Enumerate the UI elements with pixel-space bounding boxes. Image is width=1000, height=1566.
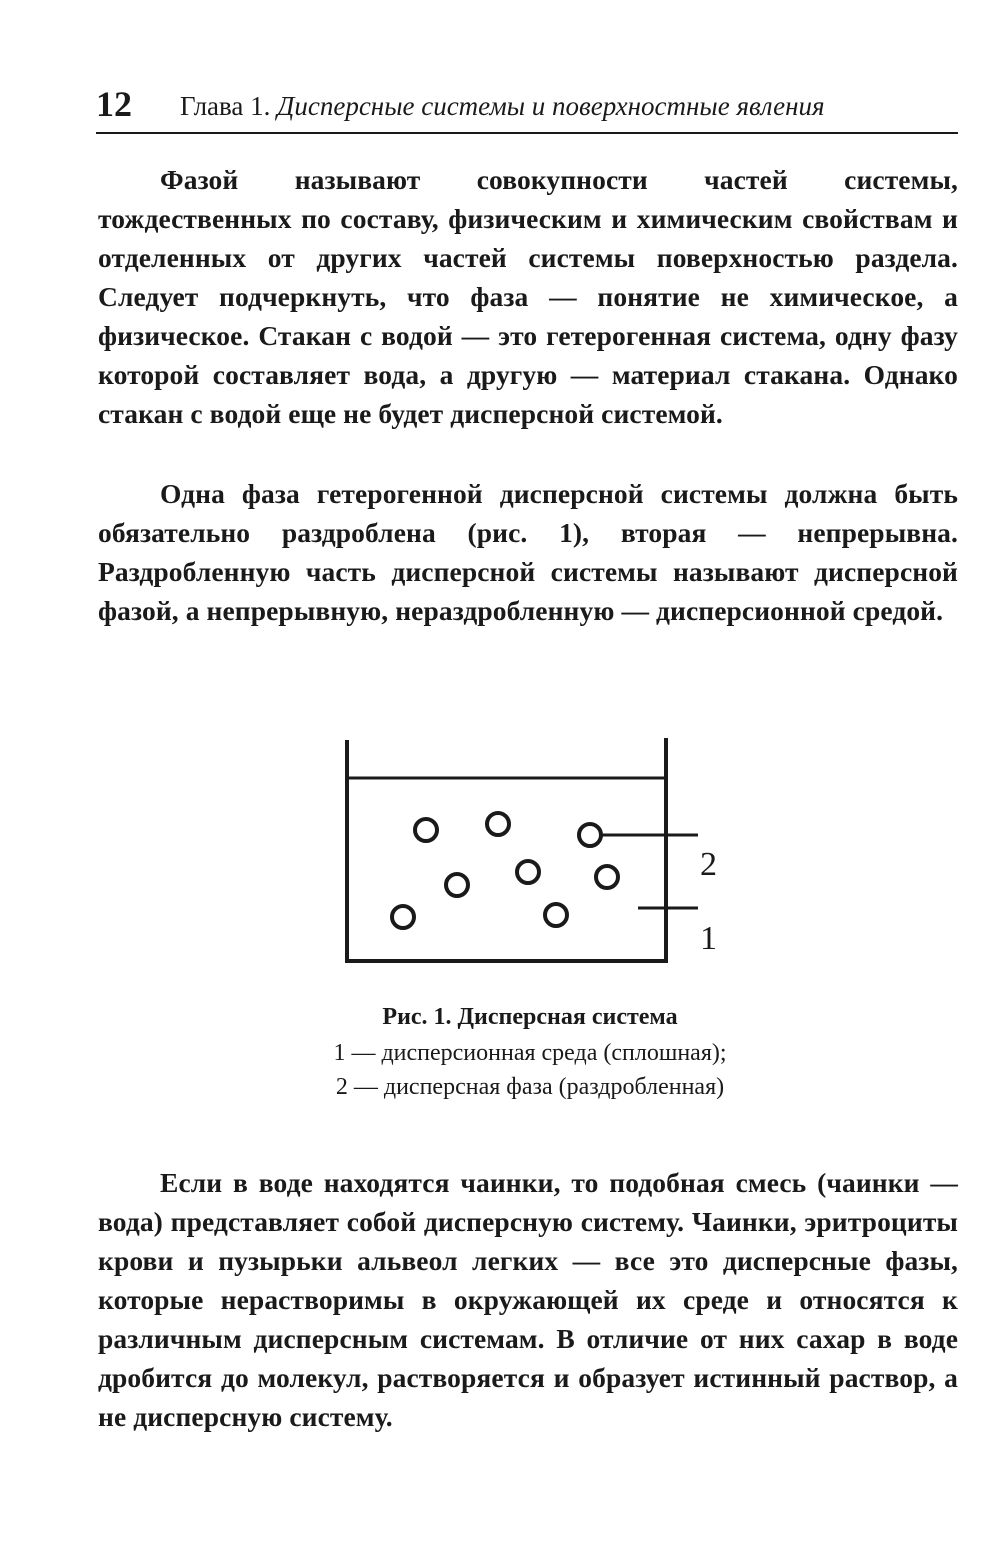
chapter-title: Дисперсные системы и поверхностные явления (277, 91, 825, 121)
figure-caption-legend-2: 2 — дисперсная фаза (раздробленная) (335, 1074, 725, 1100)
particle (392, 906, 414, 928)
figure-caption-legend-1: 1 — дисперсионная среда (сплошная); (333, 1040, 727, 1066)
particle (579, 824, 601, 846)
paragraph-phase-definition: Фазой называют совокупности частей системы, тождественных по составу, физическим и химическим свойствам и отделенных от других частей системы поверхностью раздела. Следует подчеркнуть, что фаза — понятие не химическое, а физическое. Стакан с водой — это гетерогенная система, одну фазу которой составляет вода, а другую — материал стакана. Однако стакан с водой еще не будет дисперсной системой. (98, 164, 958, 429)
label-dispersed-phase: 2 (700, 846, 717, 883)
chapter-label: Глава 1. (180, 91, 271, 121)
particle (596, 866, 618, 888)
particle (517, 861, 539, 883)
figure-caption-title: Рис. 1. Дисперсная система (382, 1004, 678, 1030)
figure-dispersed-system (320, 730, 740, 980)
running-header (96, 82, 958, 134)
dispersed-system-diagram (320, 730, 740, 980)
particle (487, 813, 509, 835)
particle (415, 819, 437, 841)
running-head (180, 88, 825, 124)
particle (446, 874, 468, 896)
page-number: 12 (96, 84, 132, 124)
particle (545, 904, 567, 926)
paragraph-tea-example: Если в воде находятся чаинки, то подобная смесь (чаинки — вода) представляет собой дисперсную систему. Чаинки, эритроциты крови и пузырьки альвеол легких — все это дисперсные фазы, которые нерастворимы в окружающей их среде и относятся к различным дисперсным системам. В отличие от них сахар в воде дробится до молекул, растворяется и образует истинный раствор, а не дисперсную систему. (98, 1167, 958, 1432)
paragraph-dispersed-phase: Одна фаза гетерогенной дисперсной системы должна быть обязательно раздроблена (рис. 1), вторая — непрерывна. Раздробленную часть дисперсной системы называют дисперсной фазой, а непрерывную, нераздробленную — дисперсионной средой. (98, 478, 958, 626)
label-dispersion-medium: 1 (700, 920, 717, 957)
